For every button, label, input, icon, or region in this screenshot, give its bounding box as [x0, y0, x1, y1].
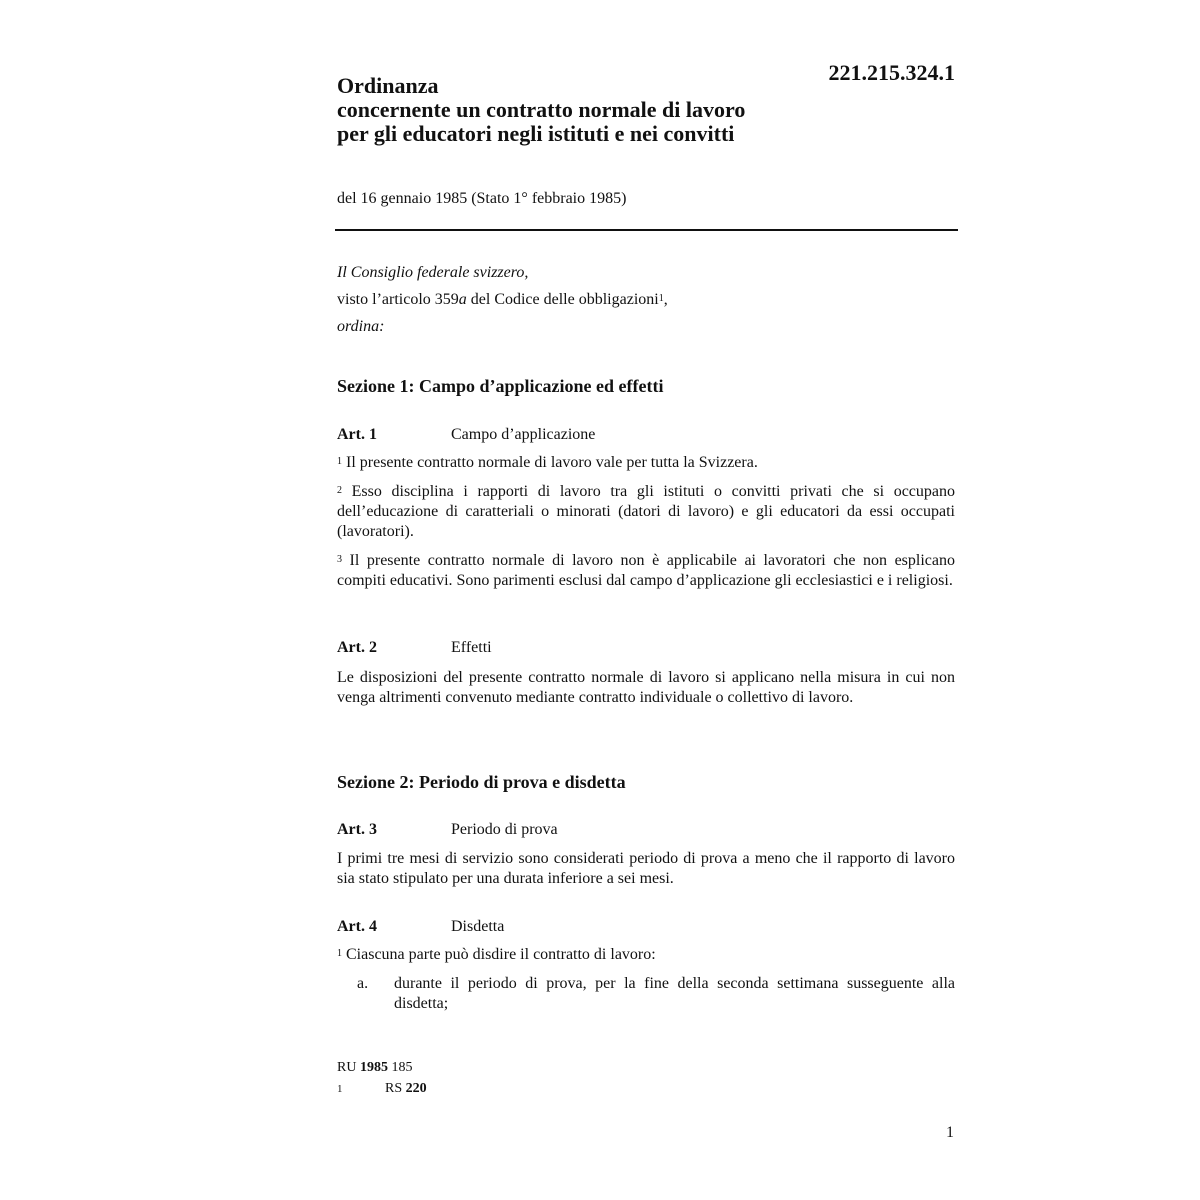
paragraph: $^1$ Ciascuna parte può disdire il contratto di lavoro:	[337, 946, 656, 963]
preamble-ordina: ordina:	[337, 318, 385, 335]
preamble-authority: Il Consiglio federale svizzero,	[337, 264, 529, 281]
title-line: per gli educatori negli istituti e nei convitti	[337, 121, 735, 146]
document-title	[337, 74, 955, 146]
sr-number: 221.215.324.1	[828, 60, 955, 85]
paragraph: $^3$ Il presente contratto normale di lavoro non è applicabile ai lavoratori che non esplicano compiti educativi. Sono parimenti esclusi dal campo d’applicazione gli ecclesiastici e i religiosi.	[337, 552, 955, 589]
title-divider	[335, 229, 958, 231]
paragraph: $^1$ Il presente contratto normale di lavoro vale per tutta la Svizzera.	[337, 454, 758, 471]
list-item-text: durante il periodo di prova, per la fine della seconda settimana susseguente alla disdetta;	[394, 975, 955, 1012]
list-item	[337, 974, 955, 1014]
paragraph: I primi tre mesi di servizio sono considerati periodo di prova a meno che il rapporto di lavoro sia stato stipulato per una durata inferiore a sei mesi.	[337, 850, 955, 887]
paragraph: $^2$ Esso disciplina i rapporti di lavoro tra gli istituti o convitti privati che si occupano dell’educazione di caratteriali o minorati (datori di lavoro) e gli educatori da essi occupati (lavoratori).	[337, 483, 955, 540]
preamble-visto: visto l’articolo 359a del Codice delle obbligazioni$^1$,	[337, 291, 668, 308]
publication-reference: RU 1985 185	[337, 1060, 413, 1075]
article-heading: Art. 3 Periodo di prova	[337, 821, 558, 838]
footnote: 1 RS 220	[337, 1081, 427, 1096]
section-heading: Sezione 1: Campo d’applicazione ed effetti	[337, 376, 664, 396]
article-heading: Art. 2 Effetti	[337, 639, 492, 656]
title-line: concernente un contratto normale di lavoro	[337, 97, 746, 122]
page-number: 1	[946, 1124, 954, 1141]
article-heading: Art. 1 Campo d’applicazione	[337, 426, 596, 443]
section-heading: Sezione 2: Periodo di prova e disdetta	[337, 772, 626, 792]
footnote-ref[interactable]: 1	[658, 293, 664, 304]
paragraph: Le disposizioni del presente contratto normale di lavoro si applicano nella misura in cui non venga altrimenti convenuto mediante contratto individuale o collettivo di lavoro.	[337, 669, 955, 706]
document-date: del 16 gennaio 1985 (Stato 1° febbraio 1985)	[337, 190, 627, 207]
preamble	[337, 259, 955, 340]
article-heading: Art. 4 Disdetta	[337, 918, 505, 935]
list-item-label: a.	[357, 975, 369, 992]
title-line: Ordinanza	[337, 73, 439, 98]
